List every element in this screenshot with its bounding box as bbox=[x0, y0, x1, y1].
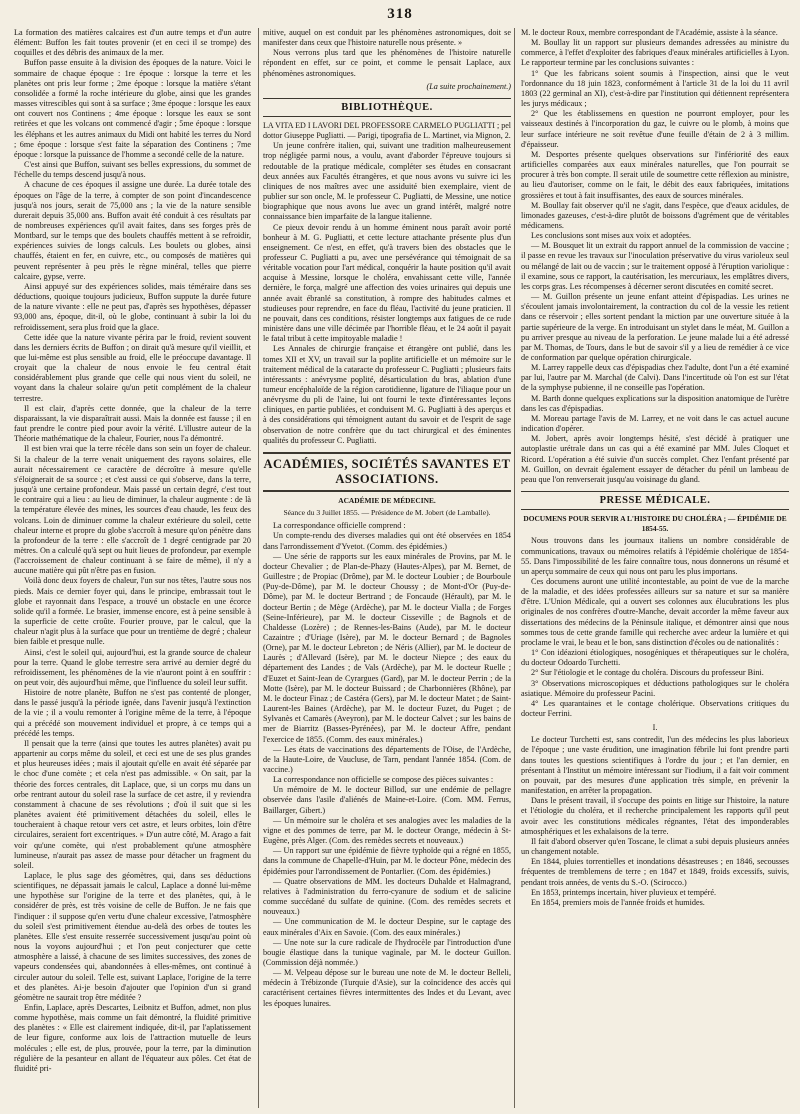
review-paragraph: Un jeune confrère italien, qui, suivant une tradition malheureusement trop négligée parmi nous, a voulu, avant d'aborder l'épreuve toujours si redoutable de la pratique médicale, compléter ses études en consacrant deux années aux Facultés étrangères, et que nous avons vu suivre ici les cliniques de nos maîtres avec une assiduité bien exemplaire, vient de publier sur son oncle, M. le professeur C. Pugliatti, de Messine, une notice biographique que nous avons lue avec un grand intérêt, malgré notre connaissance bien imparfaite de la langue italienne. bbox=[263, 141, 511, 222]
column-2 bbox=[258, 28, 511, 1108]
column-1 bbox=[14, 28, 251, 1108]
presse-paragraph: 3° Observations microscopiques et déductions pathologiques sur le choléra asiatique. Mémoire du professeur Pacini. bbox=[521, 678, 789, 698]
academy-paragraph: La correspondance officielle comprend : bbox=[273, 521, 406, 531]
section-title-presse-medicale: PRESSE MÉDICALE. bbox=[521, 491, 789, 510]
continued-note: (La suite prochainement.) bbox=[426, 81, 511, 91]
academy-paragraph: — Une série de rapports sur les eaux minérales de Provins, par M. le docteur Chevalier ; de Plan-de-Phazy (Hautes-Alpes), par M. Bernet, de Guillestre ; de Propiac (Drôme), par M. le docteur Loubier ; de Bourboule (Puy-de-Dôme), par M. le docteur Choussy ; de Mont-d'Or (Puy-de-Dôme), par M. le docteur Bertrand ; de Foncaude (Hérault), par M. le docteur Bertin ; de Mège (Ardèche), par M. le docteur Vialla ; de Forges (Seine-Inférieure), par M. le docteur Cisseville ; de Bagnols et de Chaldesse (Lozère) ; de Rennes-les-Bains (Aude), par M. le docteur Cazaintre ; d'Uriage (Isère), par M. le docteur Bernard ; de Bagnoles (Orne), par M. le docteur Lebreton ; de Néris (Allier), par M. le docteur de Laurès ; d'Allevard (Isère), par M. le docteur Niepce ; des eaux du département des Landes ; de Vals (Ardèche), par M. le docteur Ruelle ; d'Euzet et Saint-Jean de Cyrargues (Gard), par M. le docteur Perrin ; de la Motte (Isère), par M. le docteur Buissard ; de Charbonnières (Rhône), par M. le docteur Finaz ; de Castéra (Gers), par M. le docteur Matet ; de Saint-Laurent-les Baines (Ardèche), par M. le docteur Fuzet, du Puget ; de Sylvanès et Camarès (Aveyron), par M. le docteur Calvet ; sur les bains de mer de Biarritz (Basses-Pyrénées), par M. le docteur Affre, pendant l'exercice de 1855. (Comm. des eaux minérales.) bbox=[263, 551, 511, 744]
academy-paragraph: — Les états de vaccinations des départements de l'Oise, de l'Ardèche, de la Haute-Loire, de Vaucluse, de Tarn, pendant l'année 1854. (Com. de vaccine.) bbox=[263, 744, 511, 774]
article-paragraph: Enfin, Laplace, après Descartes, Leibnitz et Buffon, admet, non plus comme hypothèse, mais comme un fait démontré, la fluidité primitive des planètes : « Elle est clairement indiquée, dit-il, par l'aplatissement de leur figure, conforme aux lois de l'attraction mutuelle de leurs molécules ; elle est, de plus, prouvée, pour la terre, par la diminution régulière de la pesanteur en allant de l'équateur aux pôles. Cet état de fluidité pri- bbox=[14, 1003, 251, 1073]
presse-subtitle: DOCUMENS POUR SERVIR A L'HISTOIRE DU CHOLÉRA ; — ÉPIDÉMIE DE 1854-55. bbox=[523, 514, 787, 534]
academy-paragraph: M. Desportes présente quelques observations sur l'infériorité des eaux artificielles comparées aux eaux minérales naturelles, que l'on pourrait se procurer à très bon compte. Il serait utile de soumettre cette réflexion au ministre, au lieu d'autoriser, comme on le fait, le débit des eaux fabriquées, imitations grossières et tout à fait insuffisantes, des eaux de sources minérales. bbox=[521, 149, 789, 200]
presse-paragraph: En 1853, printemps incertain, hiver pluvieux et tempéré. bbox=[531, 887, 717, 897]
presse-paragraph: 2° Sur l'étiologie et le contage du choléra. Discours du professeur Bini. bbox=[531, 668, 764, 678]
academy-paragraph: — Un rapport sur une épidémie de fièvre typhoïde qui a régné en 1855, dans la commune de Chapelle-d'Huin, par M. le docteur Pône, médecin des épidémies pour l'arrondissement de Pontarlier. (Com. des épidémies.) bbox=[263, 846, 511, 876]
academy-paragraph: — Une communication de M. le docteur Despine, sur le captage des eaux minérales d'Aix en Savoie. (Com. des eaux minérales.) bbox=[263, 917, 511, 937]
academy-paragraph: — Quatre observations de MM. les docteurs Duhalde et Halmagrand, relatives à l'administration du ferro-cyanure de sodium et de salicine comme succédané du sulfate de quinine. (Com. des remèdes secrets et nouveaux.) bbox=[263, 876, 511, 917]
review-paragraph: Ce pieux devoir rendu à un homme éminent nous paraît avoir porté bonheur à M. G. Pugliatti, et cette lecture attachante présente plus d'un enseignement. Ce n'est, en effet, qu'à travers bien des obstacles que le professeur C. Pugliatti a pu, avec une persévérance qui témoignait de sa véritable vocation pour l'art médical, conquérir la haute position qu'il avait acquise à Messine, lorsque le choléra, envahissant cette ville, l'année dernière, le força, malgré une affection des voies urinaires qui depuis une année avait ébranlé sa constitution, à rompre des habitudes calmes et studieuses pour reprendre, en face du fléau, l'activité du jeune praticien. Il ne pouvait, dans ces conditions, résister longtemps aux fatigues de ce rude ministère dans une ville décimée par l'horrible fléau, et le 24 août il payait le fatal tribut à cette impitoyable maladie ! bbox=[263, 222, 511, 344]
presse-paragraph: 1° Con idéazioni étiologiques, nosogéniques et thérapeutiques sur le choléra, du docteur Odoardo Turchetti. bbox=[521, 648, 789, 668]
academy-paragraph: 2° Que les établissemens en question ne pourront employer, pour les vaisseaux destinés à l'incorporation du gaz, le cuivre ou le plomb, à moins que leur surface intérieure ne soit revêtue d'une feuille d'étain de 2 à 3 millim. d'épaisseur. bbox=[521, 109, 789, 149]
academy-paragraph: Un mémoire de M. le docteur Billod, sur une endémie de pellagre observée dans l'asile d'aliénés de Maine-et-Loire. (Com. MM. Ferrus, Baillarger, Gibert.) bbox=[263, 785, 511, 815]
presse-paragraph: Nous trouvons dans les journaux italiens un nombre considérable de communications, travaux ou mémoires relatifs à l'épidémie cholérique de 1854-55. Dans l'impossibilité de les faire connaître tous, nous donnerons un résumé et un aperçu sommaire de ceux qui nous ont paru les plus importans. bbox=[521, 536, 789, 576]
academy-paragraph: M. Larrey rappelle deux cas d'épispadias chez l'adulte, dont l'un a été examiné par lui, l'autre par M. Marchal (de Calvi). Dans l'incertitude où l'on est sur l'état de la symphyse pubienne, il ne conseille pas l'opération. bbox=[521, 363, 789, 393]
presse-paragraph: En 1854, premiers mois de l'année froids et humides. bbox=[531, 897, 705, 907]
academy-paragraph: M. Barth donne quelques explications sur la disposition anatomique de l'urètre dans les cas d'épispadias. bbox=[521, 393, 789, 413]
article-paragraph: mitive, auquel on est conduit par les phénomènes astronomiques, doit se manifester dans ceux que l'histoire naturelle nous présente. » bbox=[263, 28, 511, 48]
presse-paragraph: Il fait d'abord observer qu'en Toscane, le climat a subi depuis plusieurs années un changement notable. bbox=[521, 836, 789, 857]
page-number: 318 bbox=[387, 6, 413, 22]
academy-subtitle: ACADÉMIE DE MÉDECINE. bbox=[338, 495, 436, 505]
presse-paragraph: Dans le présent travail, il s'occupe des points en litige sur l'histoire, la nature et l'étiologie du choléra, et il recherche principalement les rapports qu'il peut avoir avec les constitutions médicales régnantes, l'état des imponderables atmosphériques et les exhalaisons de la terre. bbox=[521, 796, 789, 836]
article-paragraph: Il est bien vrai que la terre récèle dans son sein un foyer de chaleur. Si la chaleur de la terre venait uniquement des rayons solaires, elle aurait nécessairement ce caractère de décroître à mesure qu'elle s'éloignerait de sa source ; et c'est aussi ce qui s'observe, dans la terre, jusqu'à une certaine profondeur. Mais passé un certain degré, c'est tout le contraire qui a lieu : au lieu de diminuer, la chaleur augmente : de là la température élevée des mines, les sources d'eau chaude, les feux des volcans. Loin de diminuer comme la chaleur extérieure du soleil, cette chaleur interne et propre du globe s'accroît à mesure qu'on pénètre dans la profondeur de la terre : elle s'accroît de 1 degré centigrade par 20 mètres. On a calculé qu'à sept ou huit lieues de profondeur, par exemple (l'accroissement de chaleur continuant à se faire de même), il n'y a aucune matière qui pût n'être pas en fusion. bbox=[14, 444, 251, 576]
academy-paragraph: — M. Velpeau dépose sur le bureau une note de M. le docteur Belleli, médecin à Trébizonde (Turquie d'Asie), sur la coïncidence des accès qui caractérisent certaines fièvres intermittentes des Indes et du Levant, avec les époques lunaires. bbox=[263, 968, 511, 1008]
article-paragraph: Ainsi appuyé sur des expériences solides, mais téméraire dans ses déductions, quoique toujours judicieux, Buffon suppute la durée future de la nature vivante : elle ne peut pas, d'après ses hypothèses, dépasser 93,000 ans, époque, dit-il, où le globe, continuant à subir la loi du refroidissement, sera plus froid que la glace. bbox=[14, 281, 251, 332]
academy-paragraph: M. Boullay lit un rapport sur plusieurs demandes adressées au ministre du commerce, à l'effet d'exploiter des fabriques d'eaux minérales artificielles à Lyon. Le rapporteur termine par les conclusions suivantes : bbox=[521, 38, 789, 68]
section-title-academies: ACADÉMIES, SOCIÉTÉS SAVANTES ET ASSOCIATIONS. bbox=[263, 452, 511, 492]
section-title-bibliotheque: BIBLIOTHÈQUE. bbox=[263, 98, 511, 117]
academy-paragraph: — M. Bousquet lit un extrait du rapport annuel de la commission de vaccine ; il passe en revue les travaux sur l'inoculation préservative du virus varioleux seul ou mélangé de lait ou de vaccin ; sur le traitement opposé à l'éruption variolique : il examine, sous ce rapport, la cautérisation, les mercuriaux, les emplâtres divers, les corps gras. Les récompenses à décerner seront discutées en comité secret. bbox=[521, 241, 789, 291]
article-paragraph: Nous verrons plus tard que les phénomènes de l'histoire naturelle répondent en effet, sur ce point, et comme le pensait Laplace, aux phénomènes astronomiques. bbox=[263, 48, 511, 78]
article-paragraph: Il est clair, d'après cette donnée, que la chaleur de la terre disparaissant, la vie disparaîtrait aussi. Mais la donnée est fausse ; il en faut prendre le contre pied pour avoir la vérité. L'illustre auteur de la Théorie mathématique de la chaleur, Fourier, nous l'a démontré. bbox=[14, 403, 251, 444]
article-paragraph: Histoire de notre planète, Buffon ne s'est pas contenté de plonger, dans le passé jusqu'à la période ignée, dans l'avenir jusqu'à l'extinction de la vie ; il a voulu remonter à l'origine même de la terre, à l'époque qui a précédé son mouvement individuel et propre, à ce temps qui a précédé les temps. bbox=[14, 688, 251, 738]
session-line: Séance du 3 Juillet 1855. — Présidence de M. Jobert (de Lamballe). bbox=[283, 508, 491, 518]
article-paragraph: Cette idée que la nature vivante périra par le froid, revient souvent dans les derniers écrits de Buffon ; on dirait qu'à mesure qu'il vieillit, et que lui-même est plus sensible au froid, elle le préoccupe davantage. Il croyait que la chaleur de nous envoie le feu central était considérablement plus grande que celle qui nous vient du soleil, ne voyant dans la chaleur solaire qu'un petit complément de la chaleur terrestre. bbox=[14, 332, 251, 403]
academy-paragraph: Les conclusions sont mises aux voix et adoptées. bbox=[531, 231, 692, 241]
article-paragraph: Buffon passe ensuite à la division des époques de la nature. Voici le sommaire de chaque époque : 1re époque : lorsque la terre et les planètes ont pris leur forme ; 2me époque : lorsque la matière s'étant consolidée a formé la roche intérieure du globe, ainsi que les grandes masses vitrescibles qui sont à sa surface ; 3me époque : lorsque les eaux ont couvert nos Continens ; 4me époque : lorsque les eaux se sont retirées et que les volcans ont commencé d'agir ; 5me époque : lorsque les éléphans et les autres animaux du Midi ont habité les terres du Nord ; 6me époque : lorsque s'est faite la séparation des Continens ; 7me époque : lorsque la puissance de l'homme a secondé celle de la nature. bbox=[14, 58, 251, 159]
academy-paragraph: M. le docteur Roux, membre correspondant de l'Académie, assiste à la séance. bbox=[521, 28, 778, 37]
academy-paragraph: La correspondance non officielle se compose des pièces suivantes : bbox=[273, 775, 494, 785]
article-paragraph: Ainsi, c'est le soleil qui, aujourd'hui, est la grande source de chaleur pour la terre. Quand le globe terrestre sera arrivé au dernier degré du refroidissement, les phénomènes de la vie n'auront point à en souffrir : on peut voir, dès aujourd'hui même, que l'influence du soleil leur suffit. bbox=[14, 647, 251, 687]
review-paragraph: Les Annales de chirurgie française et étrangère ont publié, dans les tomes XII et XV, un travail sur la poplite artificielle et un mémoire sur le traitement médical de la cataracte du professeur C. Pugliatti ; plusieurs faits intéressants : anévrysme poplité, désarticulation du bras, ablation d'une tumeur encéphaloïde de la région carotidienne, ligature de l'iliaque pour un anévrysme du pli de l'aine, lui ont fourni le texte d'intéressantes leçons cliniques, en partie publiées, et conduisent M. G. Pugliatti à des aperçus et à des considérations qui témoignent autant du savoir et de l'esprit de sage observation de notre confrère que du tact chirurgical et des éminentes qualités du professeur C. Pugliatti. bbox=[263, 344, 511, 445]
academy-paragraph: M. Boullay fait observer qu'il ne s'agit, dans l'espèce, que d'eaux acidules, de limonades gazeuses, c'est-à-dire plutôt de boissons d'agrément que de véritables médicamens. bbox=[521, 200, 789, 230]
presse-paragraph: En 1844, pluies torrentielles et inondations désastreuses ; en 1846, secousses fréquentes de tremblemens de terre ; en 1847 et 1849, froids excessifs, suivis, pendant trois années, de vents du S.-O. (Scirocco.) bbox=[521, 857, 789, 887]
academy-paragraph: M. Moreau partage l'avis de M. Larrey, et ne voit dans le cas actuel aucune indication d'opérer. bbox=[521, 413, 789, 434]
academy-paragraph: — M. Guillon présente un jeune enfant atteint d'épispadias. Les urines ne s'écoulent jamais involontairement, la contraction du col de la vessie les retient dans ce réservoir ; elles sortent pendant la miction par une ouverture située à la partie supérieure de la verge. En introduisant un stylet dans le méat, M. Guillon a pu arriver presque au niveau de la perforation. Le jeune malade lui a été adressé par M. Thomas, de Tours, dans le but de savoir s'il y a lieu de remédier à ce vice de conformation par quelque opération chirurgicale. bbox=[521, 292, 789, 362]
section-numeral: I. bbox=[652, 723, 658, 733]
article-paragraph: A chacune de ces époques il assigne une durée. La durée totale des époques on l'âge de la terre, à compter de son point d'incandescence jusqu'à nos jours, serait de 75,000 ans ; la vie de la nature sensible durerait depuis 35,000 ans. Buffon avait été conduit à ces résultats par de nombreuses expériences qu'il avait faites, dans ses forges près de Montbard, sur le temps que des boulets chauffés mettent à se refroidir, expériences suivies de longs calculs. Les boulets ou globes, ainsi chauffés, étaient en fer, en cuivre, etc., ou composés de matières qui peuvent représenter à peu près le règne minéral, telles que pierre calcaire, gypse, verre. bbox=[14, 180, 251, 281]
article-paragraph: Voilà donc deux foyers de chaleur, l'un sur nos têtes, l'autre sous nos pieds. Mais ce dernier foyer qui, dans le principe, embrassait tout le globe et rayonnait dans l'espace, a trouvé un obstacle en une écorce solide qu'il a formée. Le brasier, immense encore, est à peine sensible à la superficie de cette croûte. Fourier prouve, par le calcul, que la chaleur n'agit plus à la surface que pour un trentième de degré ; chaleur bien faible et presque nulle. bbox=[14, 576, 251, 647]
article-paragraph: Il pensait que la terre (ainsi que toutes les autres planètes) avait pu appartenir au corps même du soleil, et ceci est une de ses plus grandes et plus heureuses idées ; mais il ajoutait qu'elle en avait été séparée par le choc d'une comète ; et cela n'est pas admissible. « On sait, par la théorie des forces centrales, dit Laplace, que, si un corps mu dans un orbe rentrant autour du soleil rase la surface de cet astre, il y reviendra constamment à chacune de ses révolutions ; d'où il suit que si les planètes avaient été primitivement détachées du soleil, elles le toucheraient à chaque retour vers cet astre, et leurs orbites, loin d'être circulaires, seraient fort excentriques. » D'un autre côté, M. Arago a fait voir qu'une comète, qui n'est probablement qu'une atmosphère lumineuse, n'aurait pas assez de masse pour détacher un fragment du soleil. bbox=[14, 738, 251, 870]
academy-paragraph: 1° Que les fabricans soient soumis à l'inspection, ainsi que le veut l'ordonnance du 18 juin 1823, conformément à l'article 31 de la loi du 11 avril 1803 (22 germinal an XI), c'est-à-dire par l'institution qui détiennent représentera les jurys médicaux ; bbox=[521, 68, 789, 109]
academy-paragraph: — Un mémoire sur le choléra et ses analogies avec les maladies de la vigne et des pommes de terre, par M. le docteur Orange, médecin à St-Eugène, près Alger. (Com. des remèdes secrets et nouveaux.) bbox=[263, 815, 511, 846]
book-reference: LA VITA ED I LAVORI DEL PROFESSORE CARMELO PUGLIATTI ; pel dottor Giuseppe Pugliatti. — Parigi, tipografia de L. Martinet, via Mignon, 2. bbox=[263, 120, 511, 141]
column-3 bbox=[514, 28, 789, 1108]
academy-paragraph: Un compte-rendu des diverses maladies qui ont été observées en 1854 dans l'arrondissement d'Yvetot. (Comm. des épidémies.) bbox=[263, 531, 511, 551]
presse-paragraph: 4° Les quarantaines et le contage cholérique. Observations critiques du docteur Ferrini. bbox=[521, 698, 789, 718]
article-paragraph: La formation des matières calcaires est d'un autre temps et d'un autre élément: Buffon les fait toutes provenir (et en ceci il se trompe) des coquilles et des débris des animaux de la mer. bbox=[14, 28, 251, 58]
presse-paragraph: Le docteur Turchetti est, sans contredit, l'un des médecins les plus laborieux de l'époque ; une vaste érudition, une imagination fébrile lui font prendre parti dans toutes les questions scientifiques à l'ordre du jour ; et l'an dernier, en présentant à l'Institut un mémoire intéressant sur l'iodium, il a fait voir comment on pouvait, par des mesures d'une application très simple, en prévenir la manifestation, en arrêter la propagation. bbox=[521, 735, 789, 796]
academy-paragraph: — Une note sur la cure radicale de l'hydrocèle par l'introduction d'une bougie élastique dans la tunique vaginale, par M. le docteur Guillon. (Commission déjà nommée.) bbox=[263, 937, 511, 967]
academy-paragraph: M. Jobert, après avoir longtemps hésité, s'est décidé à pratiquer une autoplastie urétrale dans un cas qui a été examiné par MM. Jules Cloquet et Ricord. L'opération a été suivie d'un succès complet. Chez l'enfant présenté par M. Guillon, on devrait également essayer de détacher du pénil un lambeau de peau que l'on renverserait jusqu'au voisinage du gland. bbox=[521, 434, 789, 484]
article-paragraph: Laplace, le plus sage des géomètres, qui, dans ses déductions scientifiques, ne dépassait jamais le calcul, Laplace a donné lui-même une hypothèse sur l'origine de la terre et des planètes, qui, à le considérer de près, est très voisine de celle de Buffon. Je ne fais que l'indiquer : il suppose qu'en vertu d'une chaleur excessive, l'atmosphère du soleil s'est primitivement étendue au-delà des orbes de toutes les planètes. Elle s'est ensuite resserrée successivement jusqu'au point où nous la voyons aujourd'hui ; et l'on peut conjecturer que cette atmosphère a laissé, à chacune de ses limites successives, des zones de vapeurs condensées qui, abandonnées à elles-mêmes, ont continué à circuler autour du soleil. Telle est, suivant Laplace, l'origine de la terre et des planètes. Ai-je besoin d'ajouter que l'opinion d'un si grand géomètre ne saurait trop être méditée ? bbox=[14, 870, 251, 1002]
article-paragraph: C'est ainsi que Buffon, suivant ses belles expressions, du sommet de l'échelle du temps descend jusqu'à nous. bbox=[14, 160, 251, 180]
presse-paragraph: Ces documens auront une utilité incontestable, au point de vue de la marche de la maladie, et des idées professées ailleurs sur sa nature et sur sa manière d'être. L'Union Médicale, qui a ouvert ses colonnes aux élucubrations les plus originales de nos confrères d'outre-Manche, devait accorder la même faveur aux dissertations des médecins de la Péninsule italique, et démontrer ainsi que nous sommes tous de cette grande famille qui recherche avec ardeur la lumière et qui proclame le vrai, le beau et le bon, sans distinction d'écoles ou de nationalités : bbox=[521, 576, 789, 647]
